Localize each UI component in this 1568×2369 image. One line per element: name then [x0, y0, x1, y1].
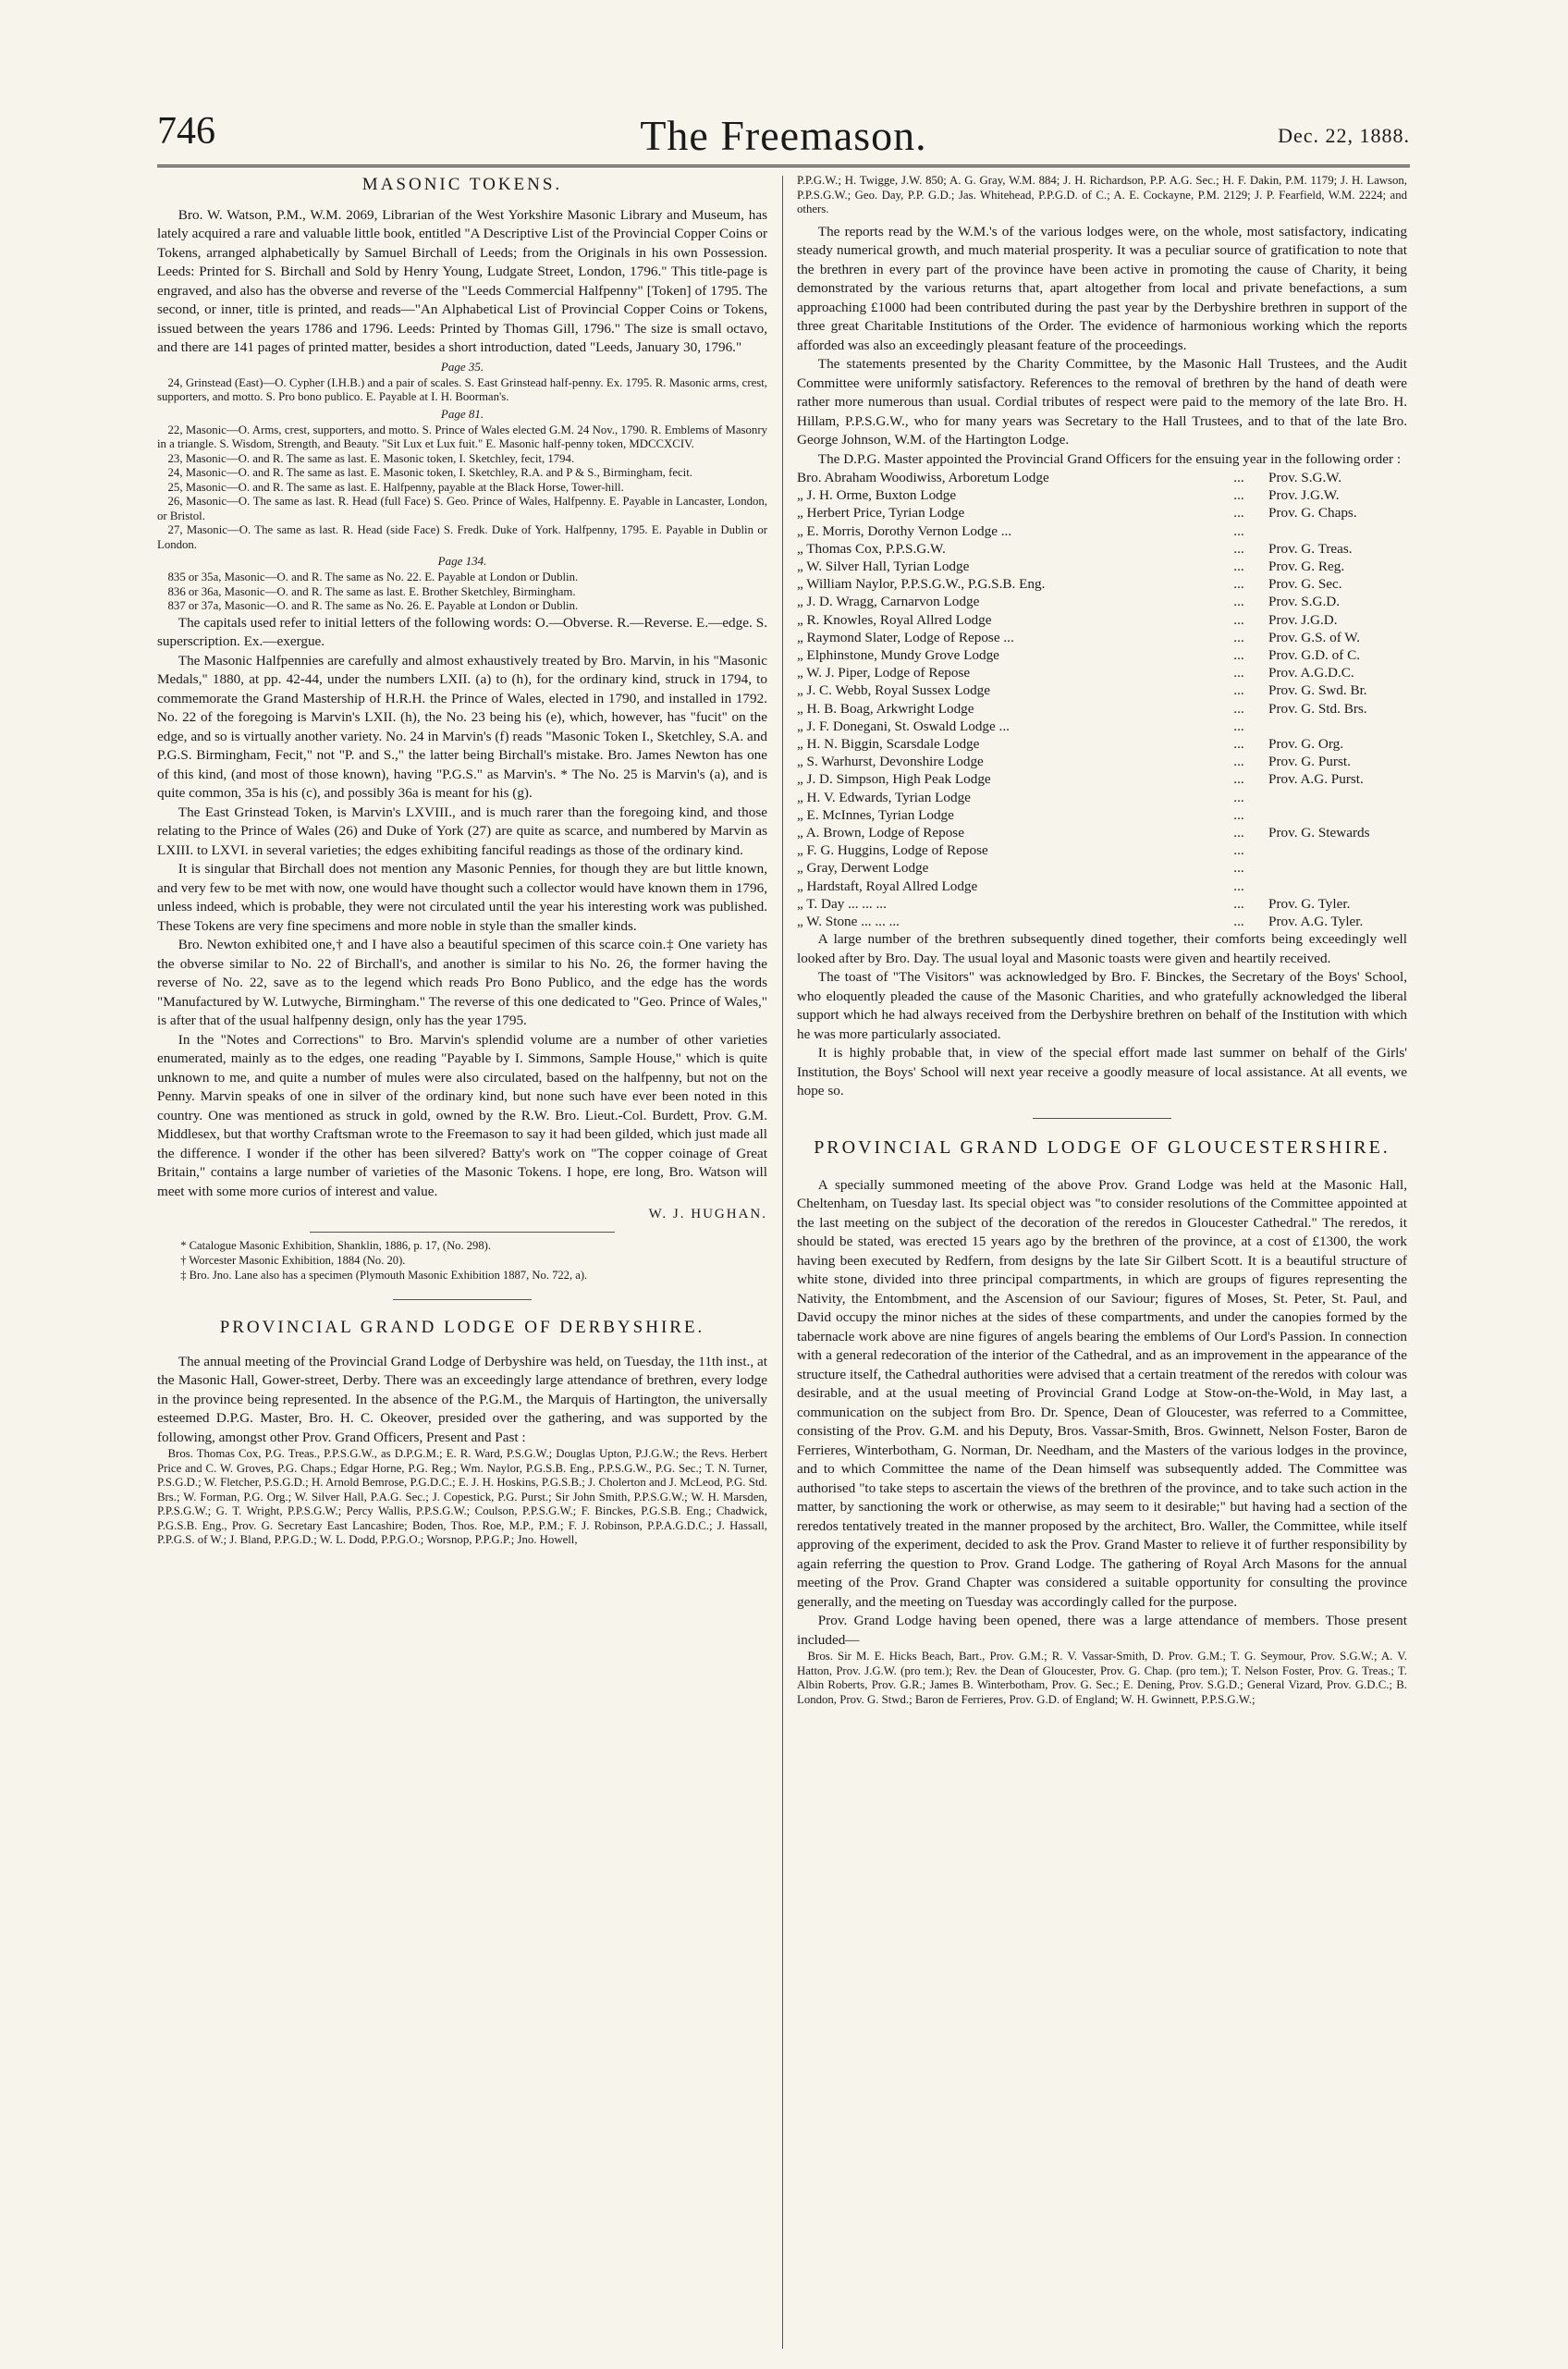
- officer-row: [797, 522, 1407, 540]
- officer-dots: ...: [1233, 470, 1244, 485]
- derbyshire-present-list: Bros. Thomas Cox, P.G. Treas., P.P.S.G.W., as D.P.G.M.; E. R. Ward, P.S.G.W.; Douglas Upton, P.J.G.W.; the Revs. Herbert Price and C. W. Groves, P.G. Chaps.; Edgar Horne, P.G. Reg.; Wm. Naylor, P.G.S.B. Eng., P.P.S.G.W., P.G. Sec.; T. N. Turner, P.S.G.D.; W. Fletcher, P.S.G.D.; H. Arnold Bemrose, P.G.D.C.; E. J. H. Hoskins, P.G.S.B.; J. Cholerton and J. McLeod, P.G. Std. Brs.; W. Forman, P.G. Org.; W. Silver Hall, P.A.G. Sec.; J. Copestick, P.G. Purst.; Sir John Smith, P.P.S.G.W.; W. H. Marsden, P.P.S.G.W.; G. T. Wright, P.P.S.G.W.; Percy Wallis, P.P.S.G.W.; Coulson, P.P.S.G.W.; F. Binckes, P.G.S.B. Eng.; Chadwick, P.G.S.B. Eng., Prov. G. Secretary East Lancashire; Boden, Thos. Roe, M.P., P.M.; F. J. Robinson, P.P.A.G.D.C.; J. Hassall, P.P.G.S. of W.; J. Bland, P.P.G.D.; W. L. Dodd, P.P.G.O.; Worsnop, P.P.G.P.; Jno. Howell,: [157, 1447, 767, 1547]
- derbyshire-paragraph: The toast of "The Visitors" was acknowledged by Bro. F. Binckes, the Secretary of the Boys' School, who eloquently pleaded the cause of the Masonic Charities, and who gratefully acknowledged the liberal support which he had always received from the Derbyshire brethren on behalf of the Institution with which he was more particularly associated.: [797, 969, 1407, 1042]
- officer-dots: ...: [1233, 825, 1244, 841]
- derbyshire-paragraph: The statements presented by the Charity Committee, by the Masonic Hall Trustees, and the Audit Committee were uniformly satisfactory. References to the removal of brethren by the hand of death were rather more numerous than usual. Cordial tributes of respect were paid to the memory of the late Bro. H. Hillam, P.P.S.G.W., who for many years was Secretary to the Hall Trustees, and to that of the late Bro. George Johnson, W.M. of the Hartington Lodge.: [797, 356, 1407, 448]
- officer-office: Prov. A.G. Purst.: [1268, 771, 1364, 788]
- officer-row: [797, 629, 1407, 646]
- page-ref-81: Page 81.: [440, 406, 484, 421]
- officer-name: „ W. J. Piper, Lodge of Repose: [797, 665, 971, 681]
- officer-row: [797, 859, 1407, 877]
- officer-office: Prov. G.D. of C.: [1268, 647, 1360, 664]
- officer-dots: ...: [1233, 647, 1244, 664]
- right-column: [797, 174, 1407, 1707]
- page-number: 746: [157, 110, 215, 153]
- officer-dots: ...: [1233, 878, 1244, 894]
- tokens-paragraph: The capitals used refer to initial letters of the following words: O.—Obverse. R.—Reverse. E.—edge. S. superscription. Ex.—exergue.: [157, 614, 767, 650]
- officer-name: „ H. B. Boag, Arkwright Lodge: [797, 700, 974, 717]
- officer-office: Prov. J.G.W.: [1268, 487, 1340, 504]
- officer-row: [797, 824, 1407, 841]
- masonic-tokens-title: MASONIC TOKENS.: [361, 175, 563, 194]
- tokens-paragraph: It is singular that Birchall does not mention any Masonic Pennies, for though they are but little known, and very few to be met with now, one would have thought such a collector would have known them in 1796, unless indeed, which is probable, they were not circulated until the year his interesting work was published. These Tokens are very fine specimens and more noble in style than the smaller kinds.: [157, 861, 767, 934]
- gloucestershire-paragraph: Prov. Grand Lodge having been opened, there was a large attendance of members. Those present included—: [797, 1613, 1407, 1648]
- officer-office: Prov. G. Tyler.: [1268, 895, 1351, 912]
- officers-table: [797, 469, 1407, 930]
- officer-row: [797, 806, 1407, 824]
- gloucestershire-title: PROVINCIAL GRAND LODGE OF GLOUCESTERSHIRE.: [814, 1136, 1390, 1158]
- token-entry: 24, Grinstead (East)—O. Cypher (I.H.B.) and a pair of scales. S. East Grinstead half-penny. Ex. 1795. R. Masonic arms, crest, supporters, and motto. S. Pro bono publico. E. Payable at I. H. Boorman's.: [157, 375, 767, 404]
- officer-office: Prov. G. Sec.: [1268, 576, 1342, 593]
- derbyshire-paragraph: A large number of the brethren subsequently dined together, their comforts being exceedingly well looked after by Bro. Day. The usual loyal and Masonic toasts were given and heartily received.: [797, 931, 1407, 966]
- token-entry: 22, Masonic—O. Arms, crest, supporters, and motto. S. Prince of Wales elected G.M. 24 Nov., 1790. R. Emblems of Masonry in a triangle. S. Wisdom, Strength, and Beauty. "Sit Lux et Lux fuit." E. Masonic half-penny token, MDCCXCIV.: [157, 423, 767, 451]
- officer-office: Prov. G. Purst.: [1268, 754, 1351, 770]
- officer-office: Prov. A.G. Tyler.: [1268, 914, 1364, 930]
- officer-dots: ...: [1233, 522, 1244, 539]
- officer-name: „ R. Knowles, Royal Allred Lodge: [797, 611, 992, 628]
- officer-row: [797, 593, 1407, 610]
- officer-row: [797, 486, 1407, 504]
- derbyshire-paragraph: The annual meeting of the Provincial Grand Lodge of Derbyshire was held, on Tuesday, the 11th inst., at the Masonic Hall, Gower-street, Derby. There was an exceedingly large attendance of brethren, every lodge in the province being represented. In the absence of the P.G.M., the Marquis of Hartington, the universally esteemed D.P.G. Master, Bro. H. C. Okeover, presided over the gathering, and was supported by the following, amongst other Prov. Grand Officers, Present and Past :: [157, 1353, 767, 1445]
- officer-office: Prov. S.G.D.: [1268, 594, 1341, 610]
- tokens-paragraph: In the "Notes and Corrections" to Bro. Marvin's splendid volume are a number of other varieties enumerated, mainly as to the edges, one reading "Payable by I. Simmons, Sample House," which is quite unknown to me, and quite a number of mules were also circulated, based on the halfpenny, but not on the Penny. Marvin speaks of one in silver of the ordinary kind, but none such have ever been noted in this country. One was mentioned as struck in gold, owned by the R.W. Bro. Lieut.-Col. Burdett, Prov. G.M. Middlesex, but that worthy Craftsman wrote to the Freemason to say it had been gilded, which just made all the difference. I wonder if the other has been silvered? Batty's work on "The copper coinage of Great Britain," contains a large number of varieties of the Masonic Tokens. I hope, ere long, Bro. Watson will meet with some more curios of interest and value.: [157, 1031, 767, 1199]
- officer-name: „ H. N. Biggin, Scarsdale Lodge: [797, 736, 980, 753]
- footnote-rule: [310, 1232, 615, 1233]
- officer-row: [797, 611, 1407, 629]
- officer-name: „ A. Brown, Lodge of Repose: [797, 825, 964, 841]
- officer-office: Prov. G. Std. Brs.: [1268, 700, 1367, 717]
- officer-name: „ Thomas Cox, P.P.S.G.W.: [797, 540, 946, 557]
- column-divider: [782, 176, 783, 2349]
- officer-name: „ William Naylor, P.P.S.G.W., P.G.S.B. Eng.: [797, 576, 1046, 593]
- officer-name: „ Herbert Price, Tyrian Lodge: [797, 505, 965, 522]
- officer-row: [797, 789, 1407, 806]
- officer-dots: ...: [1233, 754, 1244, 770]
- page-header: [157, 109, 1410, 166]
- officer-dots: ...: [1233, 842, 1244, 859]
- token-entry: 835 or 35a, Masonic—O. and R. The same as No. 22. E. Payable at London or Dublin.: [167, 571, 579, 584]
- officer-office: Prov. J.G.D.: [1268, 611, 1338, 628]
- officer-dots: ...: [1233, 700, 1244, 717]
- officer-row: [797, 469, 1407, 486]
- masthead: The Freemason.: [640, 112, 927, 159]
- officer-dots: ...: [1233, 771, 1244, 788]
- officer-row: [797, 770, 1407, 788]
- article-separator: [1033, 1118, 1171, 1119]
- officer-name: „ F. G. Huggins, Lodge of Repose: [797, 842, 988, 859]
- officer-office: Prov. S.G.W.: [1268, 470, 1342, 485]
- derbyshire-present-list-cont: P.P.G.W.; H. Twigge, J.W. 850; A. G. Gray, W.M. 884; J. H. Richardson, P.P. A.G. Sec.; H. F. Dakin, P.M. 1179; J. H. Lawson, P.P.S.G.W.; Geo. Day, P.P. G.D.; Jas. Whitehead, P.P.G.D. of C.; A. E. Cockayne, P.M. 2129; J. P. Fearfield, W.M. 2224; and others.: [797, 174, 1407, 215]
- officer-dots: ...: [1233, 806, 1244, 823]
- officer-row: [797, 895, 1407, 913]
- officer-name: „ J. H. Orme, Buxton Lodge: [797, 487, 957, 504]
- officer-dots: ...: [1233, 505, 1244, 522]
- header-rule: [157, 165, 1410, 167]
- token-entry: 26, Masonic—O. The same as last. R. Head (full Face) S. Geo. Prince of Wales, Halfpenny. E. Payable in Lancaster, London, or Bristol.: [157, 495, 767, 522]
- officer-dots: ...: [1233, 665, 1244, 681]
- officer-office: [1268, 806, 1407, 824]
- officer-dots: ...: [1233, 611, 1244, 628]
- officer-office: Prov. G. Chaps.: [1268, 505, 1357, 522]
- token-entry: 25, Masonic—O. and R. The same as last. E. Halfpenny, payable at the Black Horse, Tower-hill.: [167, 480, 624, 494]
- officer-row: [797, 735, 1407, 753]
- officer-dots: ...: [1233, 736, 1244, 753]
- officer-office: Prov. A.G.D.C.: [1268, 665, 1354, 681]
- officer-dots: ...: [1233, 594, 1244, 610]
- derbyshire-paragraph: The D.P.G. Master appointed the Provincial Grand Officers for the ensuing year in the following order :: [817, 450, 1402, 467]
- tokens-paragraph: Bro. Newton exhibited one,† and I have also a beautiful specimen of this scarce coin.‡ One variety has the obverse similar to No. 22 of Birchall's, and another is similar to his No. 26, the former having the reverse of No. 22, save as to the legend which reads Pro Bono Publico, and the edge has the words "Manufactured by W. Lutwyche, Birmingham." The reverse of this one dedicated to "Geo. Prince of Wales," is after that of the usual halfpenny design, only has the year 1795.: [157, 937, 767, 1029]
- officer-office: [1268, 859, 1407, 877]
- page-ref-35: Page 35.: [440, 359, 484, 374]
- officer-name: „ Elphinstone, Mundy Grove Lodge: [797, 647, 999, 664]
- officer-dots: ...: [1233, 558, 1244, 575]
- footnote: ‡ Bro. Jno. Lane also has a specimen (Plymouth Masonic Exhibition 1887, No. 722, a).: [180, 1269, 588, 1283]
- officer-name: „ J. C. Webb, Royal Sussex Lodge: [797, 682, 990, 699]
- footnote: * Catalogue Masonic Exhibition, Shanklin, 1886, p. 17, (No. 298).: [180, 1239, 491, 1253]
- officer-office: Prov. G. Stewards: [1268, 825, 1370, 841]
- officer-dots: ...: [1233, 487, 1244, 504]
- officer-row: [797, 841, 1407, 859]
- officer-dots: ...: [1233, 629, 1244, 645]
- left-column: [157, 174, 767, 1548]
- gloucestershire-present-list: Bros. Sir M. E. Hicks Beach, Bart., Prov. G.M.; R. V. Vassar-Smith, D. Prov. G.M.; T. G. Seymour, Prov. S.G.W.; A. V. Hatton, Prov. J.G.W. (pro tem.); Rev. the Dean of Gloucester, Prov. G. Chap. (pro tem.); T. Nelson Foster, Prov. G. Treas.; T. Albin Roberts, Prov. G.R.; James B. Winterbotham, Prov. G. Sec.; E. Dening, Prov. S.G.D.; General Vizard, Prov. G.D.C.; B. London, Prov. G. Stwd.; Baron de Ferrieres, Prov. G.D. of England; W. H. Gwinnett, P.P.S.G.W.;: [797, 1650, 1407, 1706]
- officer-row: [797, 878, 1407, 895]
- officer-dots: ...: [1233, 895, 1244, 912]
- officer-office: Prov. G.S. of W.: [1268, 629, 1361, 645]
- officer-dots: ...: [1233, 789, 1244, 805]
- author-signature: W. J. HUGHAN.: [648, 1207, 767, 1222]
- token-entry: 24, Masonic—O. and R. The same as last. E. Masonic token, I. Sketchley, R.A. and P & S., Birmingham, fecit.: [167, 466, 692, 480]
- gloucestershire-paragraph: A specially summoned meeting of the above Prov. Grand Lodge was held at the Masonic Hall, Cheltenham, on Tuesday last. Its special object was "to consider resolutions of the Committee appointed at the last meeting on the subject of the decoration of the reredos in Gloucester Cathedral." The reredos, it should be stated, was erected 15 years ago by the brethren of the province, at a cost of £1300, the work having been executed by Redfern, from designs by the late Sir Gilbert Scott. It is a beautiful structure of white stone, divided into three principal compartments, in which are groups of figures representing the Nativity, the Entombment, and the Ascension of our Saviour; figures of Moses, St. Peter, St. Paul, and David occupy the minor niches at the sides of these compartments, and under the canopies formed by the tabernacle work above are nine figures of angels bearing the emblems of Our Lord's Passion. In connection with a general redecoration of the interior of the Cathedral, and as an improvement in the appearance of the structure itself, the Cathedral authorities were advised that a certain treatment of the reredos with colour was desirable, and at the usual meeting of Provincial Grand Lodge at Stow-on-the-Wold, in May last, a communication on the subject from Bro. Dr. Spence, Dean of Gloucester, was referred to a Committee, consisting of the Prov. G.M. and his Deputy, Bros. Vassar-Smith, Bros. Gwinnett, Nelson Foster, Baron de Ferrieres, Winterbotham, G. Norman, Dr. Needham, and the Masters of the various lodges in the province, and to which Committee the name of the Dean himself was subsequently added. The Committee was authorised "to take steps to ascertain the views of the brethren of the province, and to take such action in the matter, by sanctioning the work or otherwise, as may seem to it desirable;" but having had a section of the reredos tentatively treated in the manner proposed by the architect, Bro. Waller, the Committee, while itself approving of the experiment, decided to ask the Prov. Grand Master to relieve it of further responsibility by again referring the question to Prov. Grand Lodge. The gathering of Royal Arch Masons for the annual meeting of the Prov. Grand Chapter was considered a suitable opportunity for consulting the province generally, and the meeting on Tuesday was accordingly called for the purpose.: [797, 1176, 1407, 1610]
- officer-name: „ Gray, Derwent Lodge: [797, 860, 929, 877]
- officer-dots: ...: [1233, 718, 1244, 734]
- page-ref-134: Page 134.: [437, 554, 487, 569]
- officer-name: „ W. Silver Hall, Tyrian Lodge: [797, 558, 970, 575]
- officer-row: [797, 753, 1407, 770]
- officer-office: [1268, 718, 1407, 735]
- officer-office: Prov. G. Treas.: [1268, 540, 1353, 557]
- officer-dots: ...: [1233, 576, 1244, 593]
- officer-name: „ Hardstaft, Royal Allred Lodge: [797, 878, 978, 894]
- officer-name: „ T. Day ... ... ...: [797, 895, 887, 912]
- officer-name: „ Raymond Slater, Lodge of Repose ...: [797, 629, 1014, 645]
- token-entry: 836 or 36a, Masonic—O. and R. The same as last. E. Brother Sketchley, Birmingham.: [167, 584, 576, 598]
- officer-row: [797, 664, 1407, 681]
- officer-office: Prov. G. Swd. Br.: [1268, 682, 1367, 699]
- derbyshire-paragraph: The reports read by the W.M.'s of the various lodges were, on the whole, most satisfactory, indicating steady numerical growth, and much material prosperity. It was a peculiar source of gratification to note that the brethren in every part of the province have been active in promoting the cause of Charity, it being demonstrated by the various returns that, apart altogether from local and private benefactions, a sum approaching £1000 had been contributed during the past year by the Derbyshire brethren in support of the three great Charitable Institutions of the Order. The evidence of harmonious working which the reports afforded was also an exceedingly pleasant feature of the proceedings.: [797, 223, 1407, 353]
- token-entry: 837 or 37a, Masonic—O. and R. The same as No. 26. E. Payable at London or Dublin.: [167, 599, 579, 613]
- officer-name: „ W. Stone ... ... ...: [797, 914, 900, 930]
- officer-name: „ J. D. Wragg, Carnarvon Lodge: [797, 594, 980, 610]
- officer-row: [797, 646, 1407, 664]
- officer-row: [797, 913, 1407, 930]
- officer-row: [797, 540, 1407, 558]
- officer-row: [797, 558, 1407, 575]
- officer-name: „ E. Morris, Dorothy Vernon Lodge ...: [797, 522, 1012, 539]
- officer-dots: ...: [1233, 914, 1244, 930]
- officer-row: [797, 700, 1407, 718]
- officer-name: „ S. Warhurst, Devonshire Lodge: [797, 754, 984, 770]
- officer-office: Prov. G. Org.: [1268, 736, 1344, 753]
- officer-row: [797, 681, 1407, 699]
- footnote: † Worcester Masonic Exhibition, 1884 (No. 20).: [180, 1254, 406, 1268]
- officer-office: [1268, 841, 1407, 859]
- tokens-intro: Bro. W. Watson, P.M., W.M. 2069, Librarian of the West Yorkshire Masonic Library and Museum, has lately acquired a rare and valuable little book, entitled "A Descriptive List of the Provincial Copper Coins or Tokens, arranged alphabetically by Samuel Birchall of Leeds; from the Originals in his own Possession. Leeds: Printed for S. Birchall and Sold by Henry Young, Ludgate Street, London, 1796." This title-page is engraved, and also has the obverse and reverse of the "Leeds Commercial Halfpenny" [Token] of 1795. The second, or inner, title is printed, and reads—"An Alphabetical List of Provincial Copper Coins or Tokens, issued between the years 1786 and 1796. Leeds: Printed by Thomas Gill, 1796." The size is small octavo, and there are 141 pages of printed matter, besides a short introduction, dated "Leeds, January 30, 1796.": [157, 206, 767, 356]
- derbyshire-title: PROVINCIAL GRAND LODGE OF DERBYSHIRE.: [219, 1318, 705, 1338]
- issue-date: Dec. 22, 1888.: [1278, 124, 1410, 147]
- officer-dots: ...: [1233, 682, 1244, 699]
- token-entry: 23, Masonic—O. and R. The same as last. E. Masonic token, I. Sketchley, fecit, 1794.: [167, 451, 575, 465]
- officer-office: Prov. G. Reg.: [1268, 558, 1345, 575]
- officer-row: [797, 575, 1407, 593]
- officer-row: [797, 718, 1407, 735]
- officer-name: „ J. F. Donegani, St. Oswald Lodge ...: [797, 718, 1010, 734]
- token-entry: 27, Masonic—O. The same as last. R. Head (side Face) S. Fredk. Duke of York. Halfpenny, 1795. E. Payable in Dublin or London.: [157, 523, 767, 551]
- officer-office: [1268, 878, 1407, 895]
- officer-dots: ...: [1233, 860, 1244, 877]
- officer-name: „ H. V. Edwards, Tyrian Lodge: [797, 789, 971, 805]
- officer-office: [1268, 789, 1407, 806]
- officer-row: [797, 504, 1407, 522]
- officer-name: „ E. McInnes, Tyrian Lodge: [797, 806, 954, 823]
- article-separator: [393, 1299, 532, 1300]
- derbyshire-paragraph: It is highly probable that, in view of the special effort made last summer on behalf of the Girls' Institution, the Boys' School will next year receive a goodly measure of local assistance. At all events, we hope so.: [797, 1045, 1407, 1099]
- tokens-paragraph: The Masonic Halfpennies are carefully and almost exhaustively treated by Bro. Marvin, in his "Masonic Medals," 1880, at pp. 42-44, under the numbers LXII. (a) to (h), for the ordinary kind, struck in 1794, to commemorate the Grand Mastership of H.R.H. the Prince of Wales, elected in 1790, and installed in 1792. No. 22 of the foregoing is Marvin's LXII. (h), the No. 23 being his (e), which, however, has "fucit" on the edge, and so is virtually another variety. No. 24 in Marvin's (f) reads "Masonic Token I., Sketchley, S.A. and P.G.S. Birmingham, Fecit," not "P. and S.," the latter being Birchall's mistake. Bro. James Newton has one of this kind, (and most of those known), having "P.G.S." as Marvin's. * The No. 25 is Marvin's (a), and is quite common, 35a is his (c), and possibly 36a is meant for his (g).: [157, 652, 767, 802]
- officer-office: [1268, 522, 1407, 540]
- tokens-paragraph: The East Grinstead Token, is Marvin's LXVIII., and is much rarer than the foregoing kind, and those relating to the Prince of Wales (26) and Duke of York (27) are quite as scarce, and numbered by Marvin as LXIII. to LXVI. in several varieties; the edges exhibiting fanciful readings as those of the ordinary kind.: [157, 804, 767, 858]
- officer-dots: ...: [1233, 540, 1244, 557]
- officer-name: Bro. Abraham Woodiwiss, Arboretum Lodge: [797, 470, 1049, 485]
- officer-name: „ J. D. Simpson, High Peak Lodge: [797, 771, 991, 788]
